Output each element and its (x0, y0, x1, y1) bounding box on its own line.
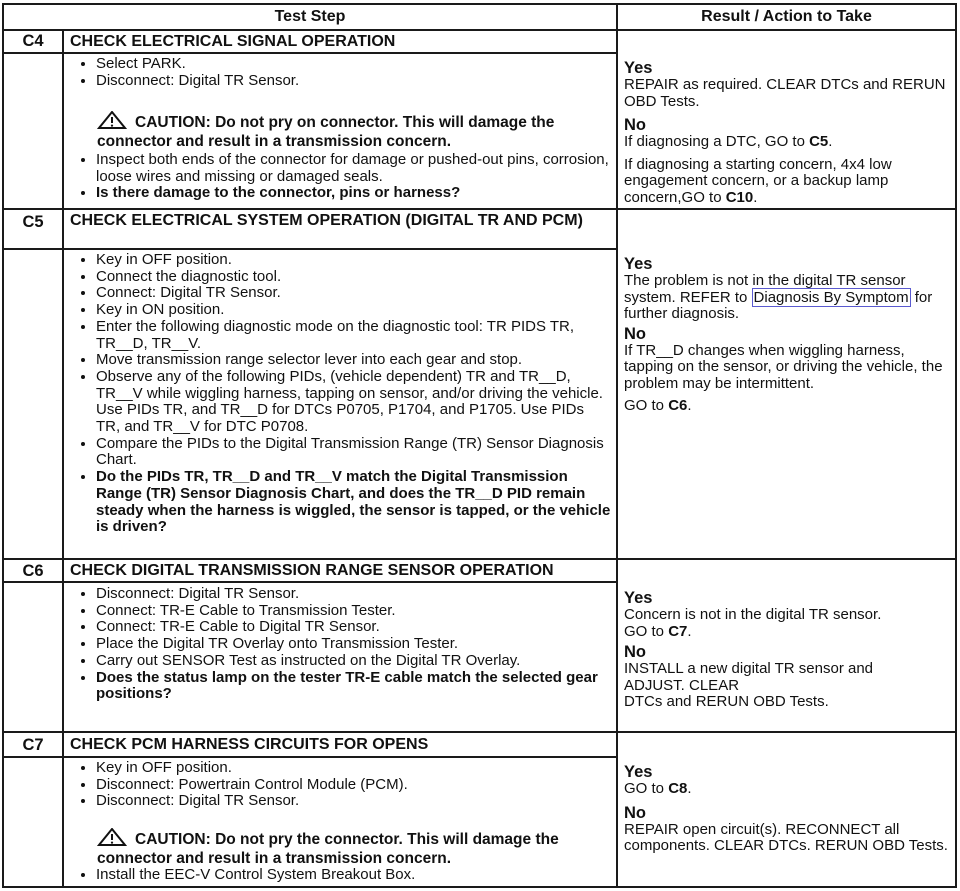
result-column-divider (616, 5, 618, 886)
step-title-c6: CHECK DIGITAL TRANSMISSION RANGE SENSOR OPERATION (70, 562, 554, 579)
no-action-starting: If diagnosing a starting concern, 4x4 low engagement concern, or a backup lamp concern,GO to C10. (624, 155, 892, 206)
list-item: • Key in ON position. (96, 302, 612, 319)
list-item: • Inspect both ends of the connector for damage or pushed-out pins, corrosion, loose wires and missing or damaged seals. (96, 152, 612, 185)
goto-ref[interactable]: C5 (809, 133, 829, 150)
list-item: • Install the EEC-V Control System Breakout Box. (96, 867, 612, 884)
c7-caution (97, 828, 607, 867)
header-result: Result / Action to Take (701, 8, 872, 25)
yes-action: The problem is not in the digital TR sensor system. REFER to Diagnosis By Symptom for further diagnosis. (624, 272, 933, 322)
yes-goto: GO to C7. (624, 622, 692, 640)
c7-title-underline (4, 756, 616, 758)
no-action-line: DTCs and RERUN OBD Tests. (624, 693, 829, 710)
no-label: No (624, 643, 646, 661)
no-action: If TR__D changes when wiggling harness, tapping on the sensor, or driving the vehicle, the problem may be intermittent. (624, 341, 943, 392)
step-title-c5: CHECK ELECTRICAL SYSTEM OPERATION (DIGITAL TR AND PCM) (70, 212, 583, 229)
c4-step-list-2 (64, 152, 612, 202)
c5-result (624, 255, 954, 415)
warning-triangle-icon (97, 111, 127, 133)
step-question: • Is there damage to the connector, pins or harness? (96, 185, 612, 202)
header-test-step: Test Step (274, 8, 346, 25)
c5-title-underline (4, 248, 616, 250)
step-title-c7: CHECK PCM HARNESS CIRCUITS FOR OPENS (70, 736, 429, 753)
list-item: • Disconnect: Digital TR Sensor. (96, 793, 612, 810)
c6-result (624, 589, 954, 711)
diagnostic-table (2, 3, 957, 888)
list-item: • Carry out SENSOR Test as instructed on the Digital TR Overlay. (96, 653, 612, 670)
caution-text: CAUTION: Do not pry on connector. This will damage the connector and result in a transmission concern. (97, 114, 555, 150)
list-item: • Disconnect: Digital TR Sensor. (96, 73, 612, 90)
no-label: No (624, 324, 646, 343)
list-item: • Key in OFF position. (96, 252, 612, 269)
goto-ref[interactable]: C8 (668, 780, 688, 797)
c5-step-list (64, 252, 612, 536)
yes-label: Yes (624, 589, 653, 607)
yes-label: Yes (624, 59, 653, 77)
step-title-c4: CHECK ELECTRICAL SIGNAL OPERATION (70, 33, 396, 50)
no-label: No (624, 116, 646, 134)
c7-result (624, 763, 954, 855)
list-item: • Disconnect: Digital TR Sensor. (96, 586, 612, 603)
step-code-c4: C4 (22, 32, 44, 50)
step-code-c6: C6 (22, 562, 44, 580)
list-item: • Place the Digital TR Overlay onto Transmission Tester. (96, 636, 612, 653)
yes-action: REPAIR as required. CLEAR DTCs and RERUN OBD Tests. (624, 76, 946, 110)
no-label: No (624, 803, 646, 822)
yes-label: Yes (624, 763, 653, 781)
list-item: • Observe any of the following PIDs, (vehicle dependent) TR and TR__D, TR__V while wiggling harness, tapping on sensor, and/or driving the vehicle. Use PIDs TR, and TR__D for DTCs P0705, P1704, and P1705. Use PIDs TR, and TR__V for DTC P0708. (96, 369, 612, 436)
c4-caution (97, 111, 607, 150)
yes-label: Yes (624, 255, 653, 273)
c4-step-list-1 (64, 56, 612, 89)
header-divider (4, 29, 955, 31)
list-item: • Connect: TR-E Cable to Transmission Tester. (96, 603, 612, 620)
c4-row-bottom (4, 208, 955, 210)
goto-ref[interactable]: C6 (668, 397, 688, 414)
yes-action: Concern is not in the digital TR sensor. (624, 606, 882, 623)
no-action: REPAIR open circuit(s). RECONNECT all components. CLEAR DTCs. RERUN OBD Tests. (624, 820, 948, 854)
step-question: • Does the status lamp on the tester TR-E cable match the selected gear positions? (96, 670, 612, 703)
list-item: • Connect: TR-E Cable to Digital TR Sensor. (96, 619, 612, 636)
c5-row-bottom (4, 558, 955, 560)
step-code-c7: C7 (22, 736, 44, 754)
list-item: • Key in OFF position. (96, 760, 612, 777)
c7-step-list-1 (64, 760, 612, 810)
c4-result (624, 59, 954, 206)
c6-row-bottom (4, 731, 955, 733)
no-action-line: INSTALL a new digital TR sensor and (624, 660, 874, 677)
goto-ref[interactable]: C10 (725, 188, 754, 206)
list-item: • Move transmission range selector lever into each gear and stop. (96, 352, 612, 369)
warning-triangle-icon (97, 828, 127, 850)
diagnosis-by-symptom-link[interactable]: Diagnosis By Symptom (753, 288, 909, 306)
list-item: • Select PARK. (96, 56, 612, 73)
c7-step-list-2 (64, 867, 612, 884)
list-item: • Connect: Digital TR Sensor. (96, 285, 612, 302)
step-code-c5: C5 (22, 213, 44, 231)
c6-step-list (64, 586, 612, 703)
step-question: • Do the PIDs TR, TR__D and TR__V match the Digital Transmission Range (TR) Sensor Diagnosis Chart, and does the TR__D PID remain steady when the harness is wiggled, the sensor is tapped, or the vehicle is driven? (96, 469, 612, 536)
c4-title-underline (4, 52, 616, 54)
list-item: • Compare the PIDs to the Digital Transmission Range (TR) Sensor Diagnosis Chart. (96, 436, 612, 469)
no-action-line: ADJUST. CLEAR (624, 676, 740, 694)
c6-title-underline (4, 581, 616, 583)
list-item: • Disconnect: Powertrain Control Module (PCM). (96, 777, 612, 794)
yes-goto: GO to C8. (624, 780, 692, 797)
no-goto: GO to C6. (624, 397, 692, 414)
list-item: • Enter the following diagnostic mode on the diagnostic tool: TR PIDS TR, TR__D, TR__V. (96, 319, 612, 352)
no-action-dtc: If diagnosing a DTC, GO to C5. (624, 133, 833, 150)
caution-text: CAUTION: Do not pry the connector. This will damage the connector and result in a transmission concern. (97, 831, 559, 867)
goto-ref[interactable]: C7 (668, 622, 688, 640)
list-item: • Connect the diagnostic tool. (96, 269, 612, 286)
